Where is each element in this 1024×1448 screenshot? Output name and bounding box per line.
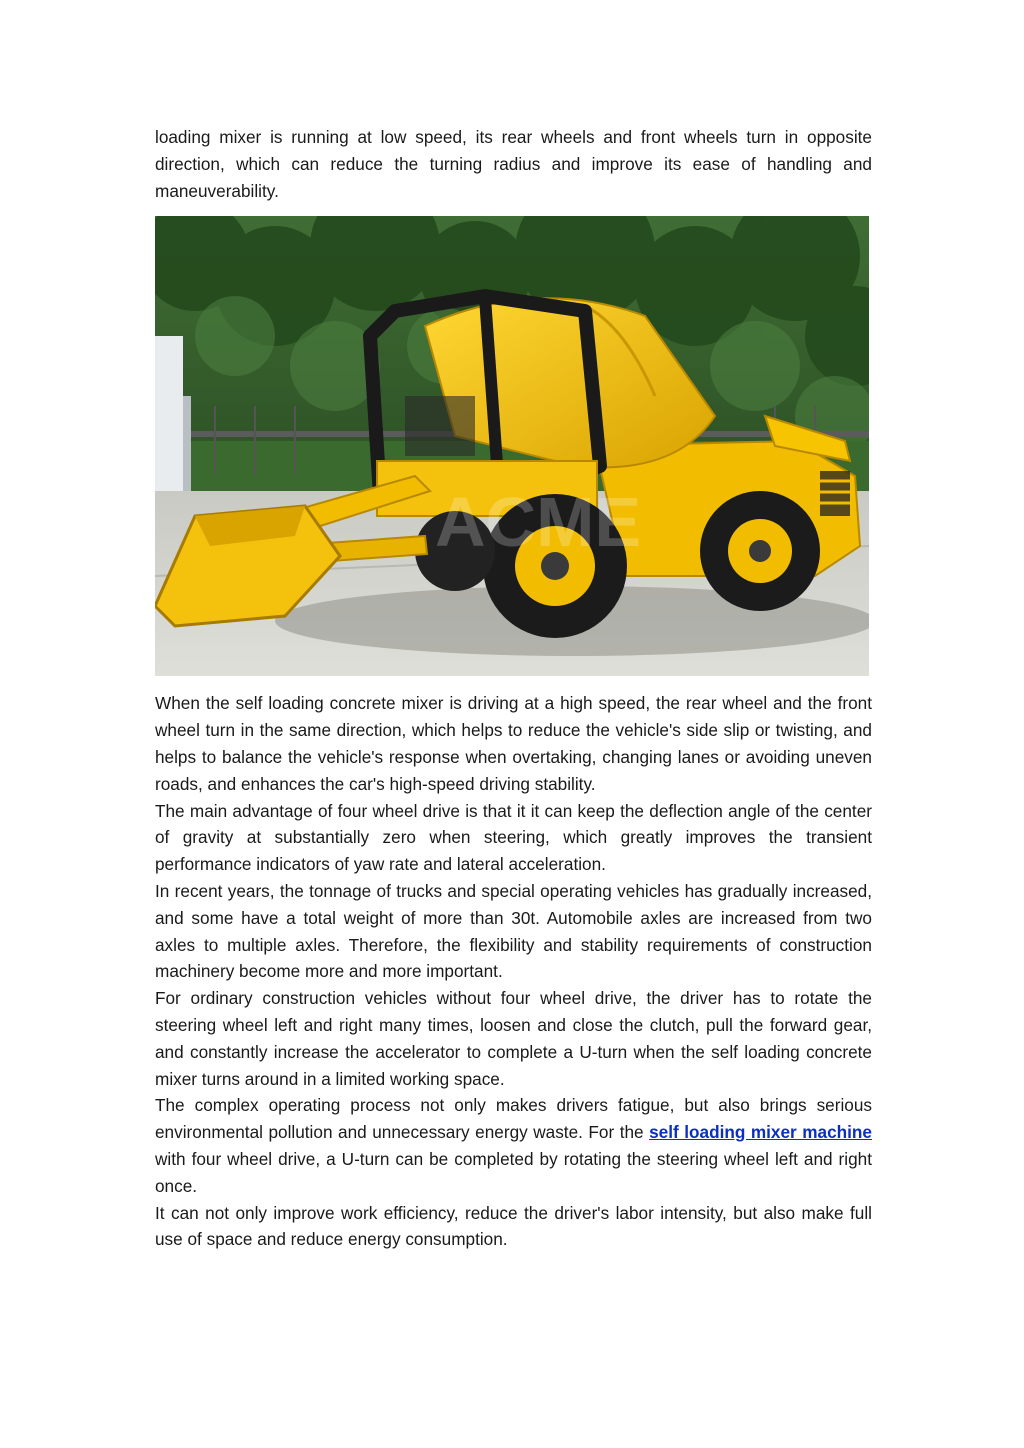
link-paragraph-before: The complex operating process not only makes drivers fatigue, but also brings serious environmental pollution and unnecessary energy waste. For the (155, 1095, 872, 1143)
paragraph-ordinary-vehicles: For ordinary construction vehicles without four wheel drive, the driver has to rotate the steering wheel left and right many times, loosen and close the clutch, pull the forward gear, and constantly increase the accelerator to complete a U-turn when the self loading concrete mixer turns around in a limited working space. (155, 988, 872, 1089)
document-page (155, 124, 872, 1253)
paragraph-four-wheel-advantage: The main advantage of four wheel drive is that it it can keep the deflection angle of the center of gravity at substantially zero when steering, which greatly improves the transient performance indicators of yaw rate and lateral acceleration. (155, 800, 872, 875)
photo-watermark: ACME (435, 483, 642, 562)
self-loading-mixer-machine-link[interactable]: self loading mixer machine (649, 1122, 872, 1143)
paragraph-tonnage: In recent years, the tonnage of trucks and special operating vehicles has gradually increased, and some have a total weight of more than 30t. Automobile axles are increased from two axles to multiple axles. Therefore, the flexibility and stability requirements of construction machinery become more and more important. (155, 880, 872, 982)
link-paragraph-after: with four wheel drive, a U-turn can be completed by rotating the steering wheel left and right once. (155, 1148, 872, 1196)
intro-paragraph: loading mixer is running at low speed, its rear wheels and front wheels turn in opposite direction, which can reduce the turning radius and improve its ease of handling and maneuverability. (155, 127, 872, 201)
closing-paragraph: It can not only improve work efficiency, reduce the driver's labor intensity, but also make full use of space and reduce energy consumption. (155, 1202, 872, 1250)
paragraph-high-speed: When the self loading concrete mixer is driving at a high speed, the rear wheel and the front wheel turn in the same direction, which helps to reduce the vehicle's side slip or twisting, and helps to balance the vehicle's response when overtaking, changing lanes or avoiding uneven roads, and enhances the car's high-speed driving stability. (155, 693, 872, 794)
self-loading-concrete-mixer-photo (155, 216, 869, 676)
paragraph-with-link (155, 1092, 872, 1199)
